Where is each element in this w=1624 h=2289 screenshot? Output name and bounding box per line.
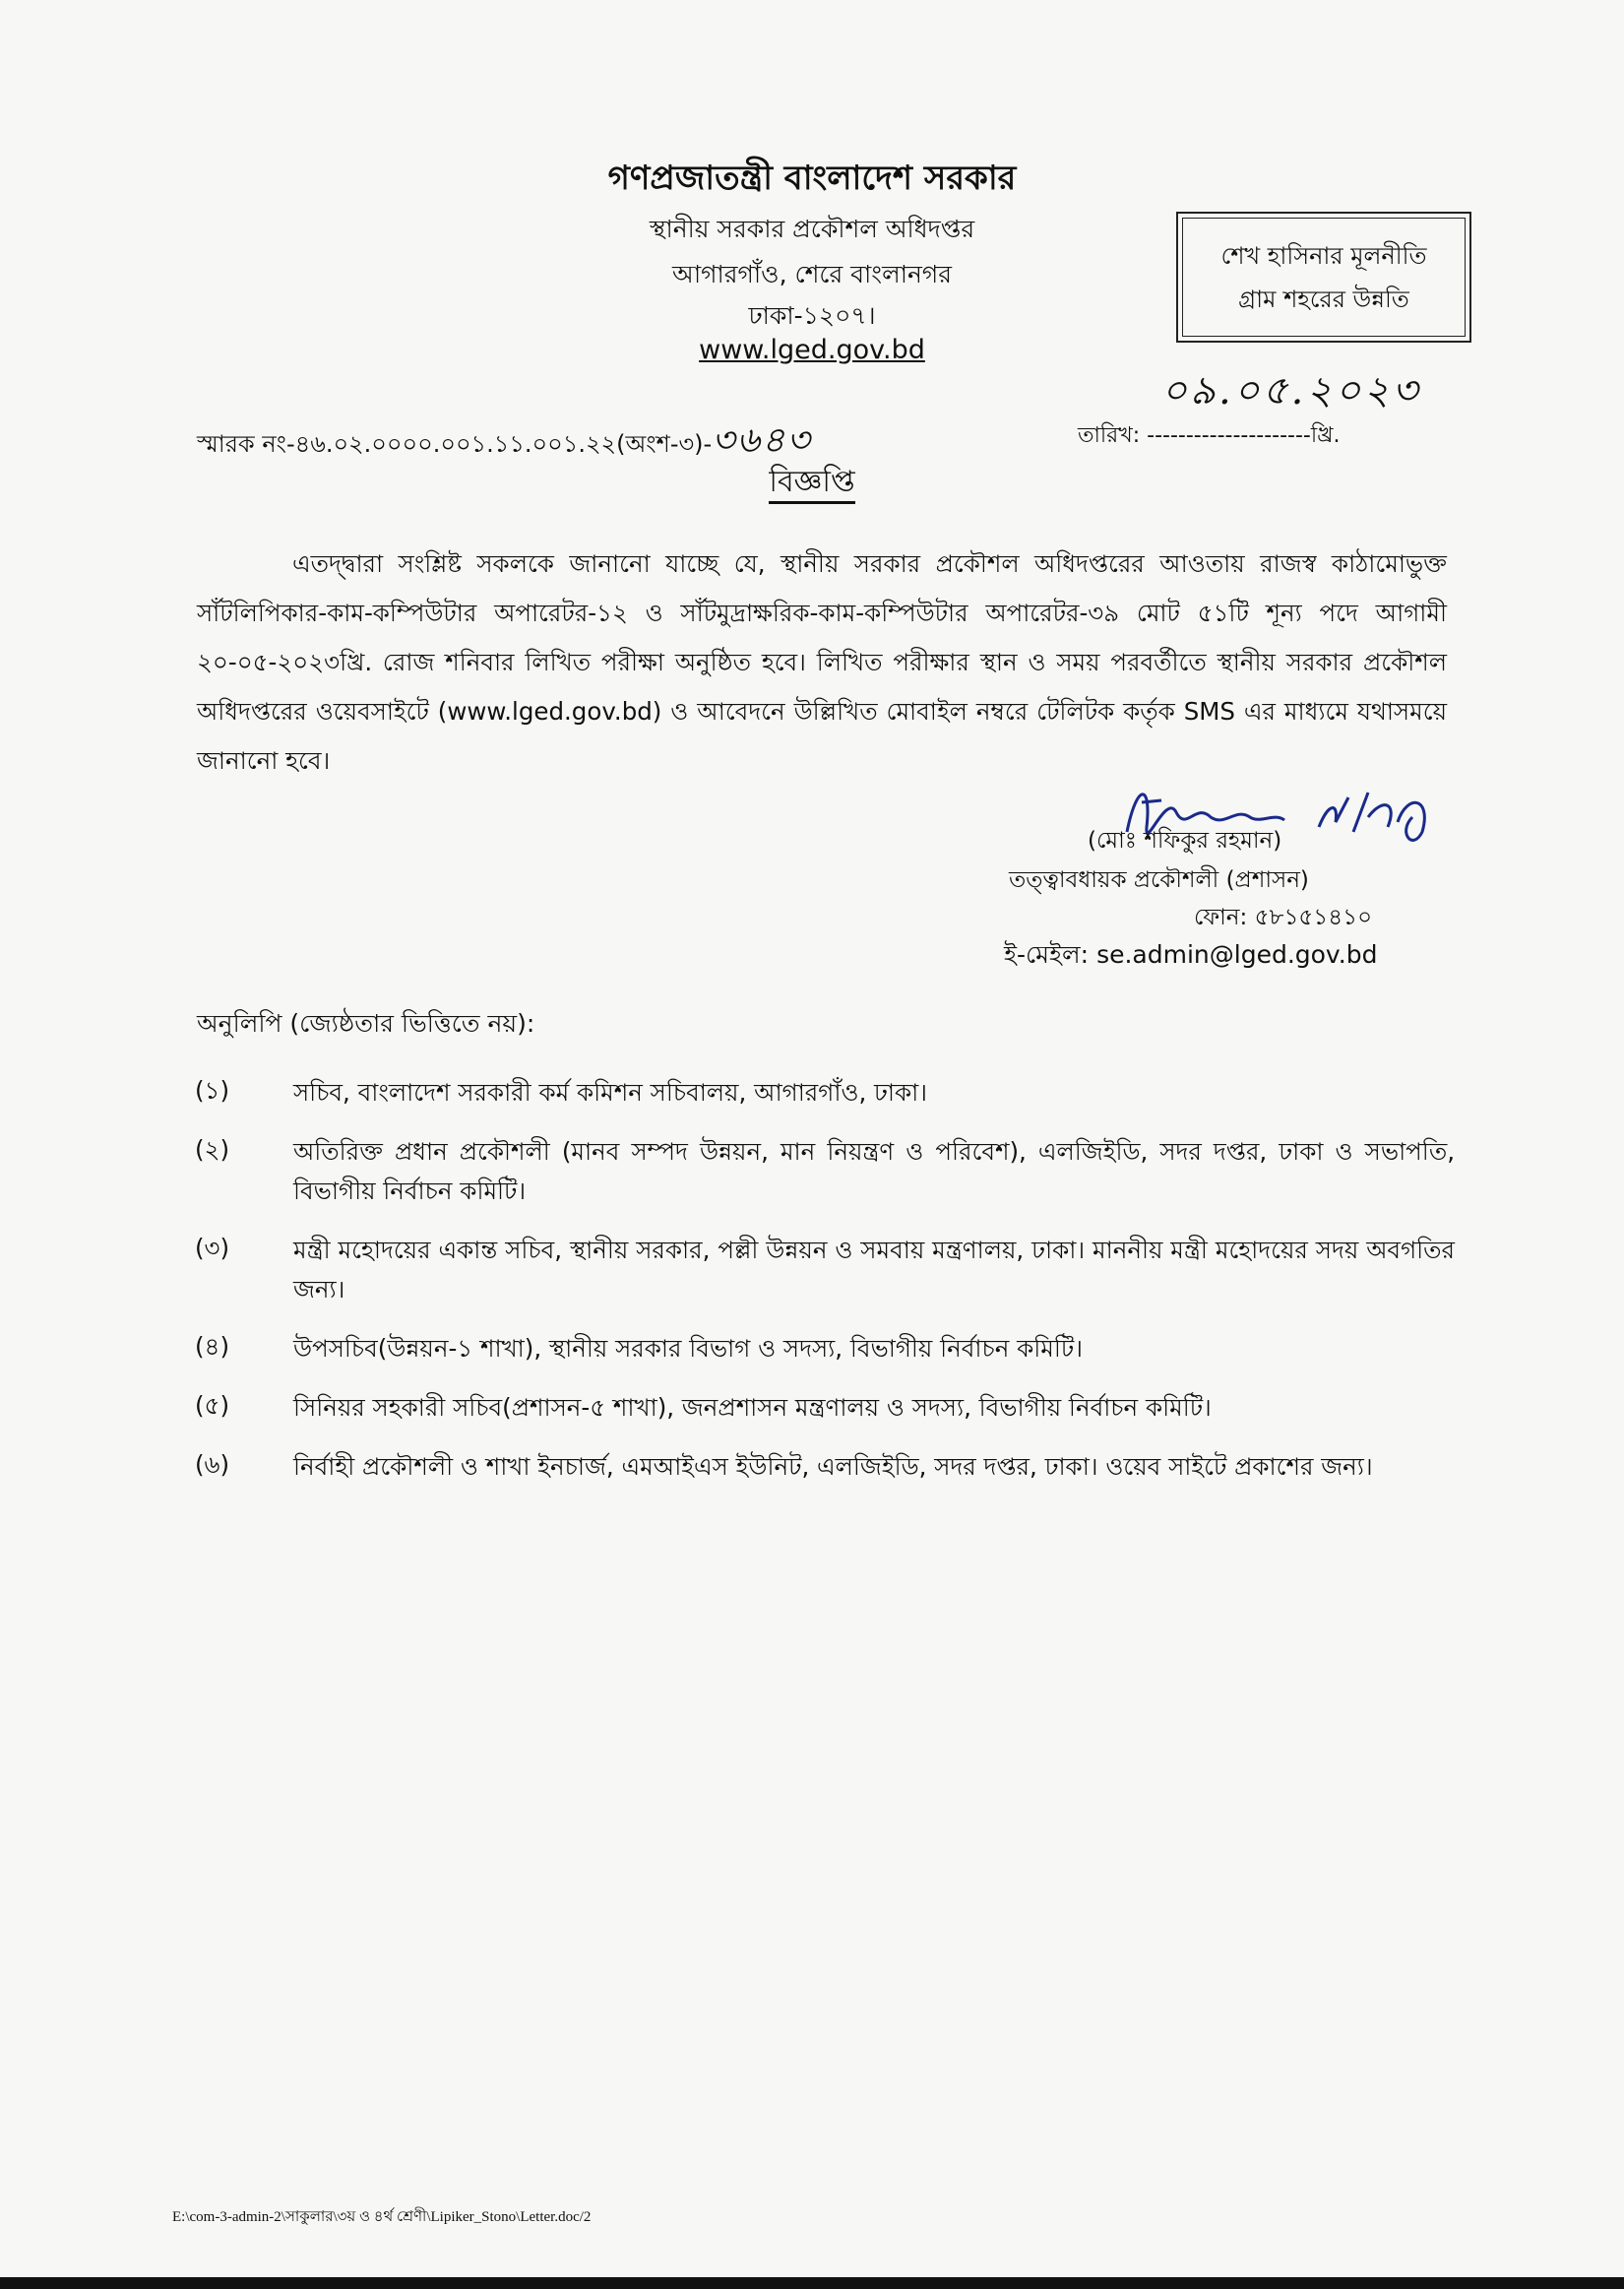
office-city: ঢাকা-১২০৭।	[748, 301, 876, 330]
signatory-phone: ফোন: ৫৮১৫১৪১০	[1194, 905, 1373, 930]
notice-title-text: বিজ্ঞপ্তি	[769, 465, 854, 504]
list-item	[195, 1388, 1455, 1428]
email-label: ই-মেইল:	[1004, 940, 1090, 969]
list-item	[195, 1329, 1455, 1368]
list-item-text: মন্ত্রী মহোদয়ের একান্ত সচিব, স্থানীয় সরকার, পল্লী উন্নয়ন ও সমবায় মন্ত্রণালয়, ঢাকা। মাননীয় মন্ত্রী মহোদয়ের সদয় অবগতির জন্য।	[293, 1236, 1455, 1303]
date-dashes: ---------------------	[1147, 423, 1311, 448]
slogan-box	[1176, 212, 1471, 343]
list-item-text: সচিব, বাংলাদেশ সরকারী কর্ম কমিশন সচিবালয়, আগারগাঁও, ঢাকা।	[293, 1078, 928, 1107]
list-item-text: অতিরিক্ত প্রধান প্রকৌশলী (মানব সম্পদ উন্নয়ন, মান নিয়ন্ত্রণ ও পরিবেশ), এলজিইডি, সদর দপ্তর, ঢাকা ও সভাপতি, বিভাগীয় নির্বাচন কমিটি।	[293, 1137, 1455, 1205]
office-address: আগারগাঁও, শেরে বাংলানগর	[671, 260, 953, 288]
cc-heading: অনুলিপি (জ্যেষ্ঠতার ভিত্তিতে নয়):	[197, 1009, 535, 1038]
list-item	[195, 1132, 1455, 1211]
file-path-footer: E:\com-3-admin-2\সাকুলার\৩য় ও ৪র্থ শ্রেণী\Lipiker_Stono\Letter.doc/2	[172, 2209, 592, 2225]
list-item-number: (৩)	[195, 1234, 230, 1262]
list-item-number: (৬)	[195, 1450, 230, 1479]
list-item-text: নির্বাহী প্রকৌশলী ও শাখা ইনচার্জ, এমআইএস ইউনিট, এলজিইডি, সদর দপ্তর, ঢাকা। ওয়েব সাইটে প্রকাশের জন্য।	[293, 1452, 1373, 1481]
list-item-text: উপসচিব(উন্নয়ন-১ শাখা), স্থানীয় সরকার বিভাগ ও সদস্য, বিভাগীয় নির্বাচন কমিটি।	[293, 1334, 1084, 1363]
scan-edge-bar	[0, 2277, 1624, 2289]
list-item-number: (২)	[195, 1135, 230, 1164]
cc-list	[195, 1073, 1455, 1506]
signatory-email-line	[1004, 935, 1377, 978]
handwritten-date: ০৯.০৫.২০২৩	[1161, 368, 1421, 413]
memo-label: স্মারক নং-৪৬.০২.০০০০.০০১.১১.০০১.২২(অংশ-৩)-	[197, 430, 713, 458]
list-item-number: (১)	[195, 1076, 230, 1105]
list-item-number: (৪)	[195, 1332, 230, 1361]
list-item-text: সিনিয়র সহকারী সচিব(প্রশাসন-৫ শাখা), জনপ্রশাসন মন্ত্রণালয় ও সদস্য, বিভাগীয় নির্বাচন কমিটি।	[293, 1393, 1212, 1422]
email-link[interactable]: se.admin@lged.gov.bd	[1096, 940, 1378, 969]
notice-body: এতদ্দ্বারা সংশ্লিষ্ট সকলকে জানানো যাচ্ছে যে, স্থানীয় সরকার প্রকৌশল অধিদপ্তরের আওতায় রাজস্ব কাঠামোভুক্ত সাঁটলিপিকার-কাম-কম্পিউটার অপারেটর-১২ ও সাঁটমুদ্রাক্ষরিক-কাম-কম্পিউটার অপারেটর-৩৯ মোট ৫১টি শূন্য পদে আগামী ২০-০৫-২০২৩খ্রি. রোজ শনিবার লিখিত পরীক্ষা অনুষ্ঠিত হবে। লিখিত পরীক্ষার স্থান ও সময় পরবর্তীতে স্থানীয় সরকার প্রকৌশল অধিদপ্তরের ওয়েবসাইটে (www.lged.gov.bd) ও আবেদনে উল্লিখিত মোবাইল নম্বরে টেলিটক কর্তৃক SMS এর মাধ্যমে যথাসময়ে জানানো হবে।	[197, 549, 1447, 775]
list-item	[195, 1073, 1455, 1113]
slogan-line-2: গ্রাম শহরের উন্নতি	[1238, 285, 1409, 313]
government-title: গণপ্রজাতন্ত্রী বাংলাদেশ সরকার	[607, 159, 1017, 198]
date-field	[1078, 418, 1341, 455]
notice-title	[0, 458, 1624, 508]
memo-handwritten-number: ৩৬৪৩	[712, 420, 812, 461]
website-link[interactable]: www.lged.gov.bd	[699, 335, 925, 365]
slogan-line-1: শেখ হাসিনার মূলনীতি	[1220, 241, 1427, 270]
date-label: তারিখ:	[1078, 423, 1141, 448]
signatory-designation: তত্ত্বাবধায়ক প্রকৌশলী (প্রশাসন)	[1009, 867, 1309, 893]
list-item-number: (৫)	[195, 1391, 230, 1420]
signatory-name: (মোঃ শফিকুর রহমান)	[1088, 828, 1282, 854]
list-item	[195, 1447, 1455, 1487]
office-name: স্থানীয় সরকার প্রকৌশল অধিদপ্তর	[649, 215, 975, 243]
date-suffix: খ্রি.	[1310, 423, 1341, 448]
list-item	[195, 1231, 1455, 1309]
